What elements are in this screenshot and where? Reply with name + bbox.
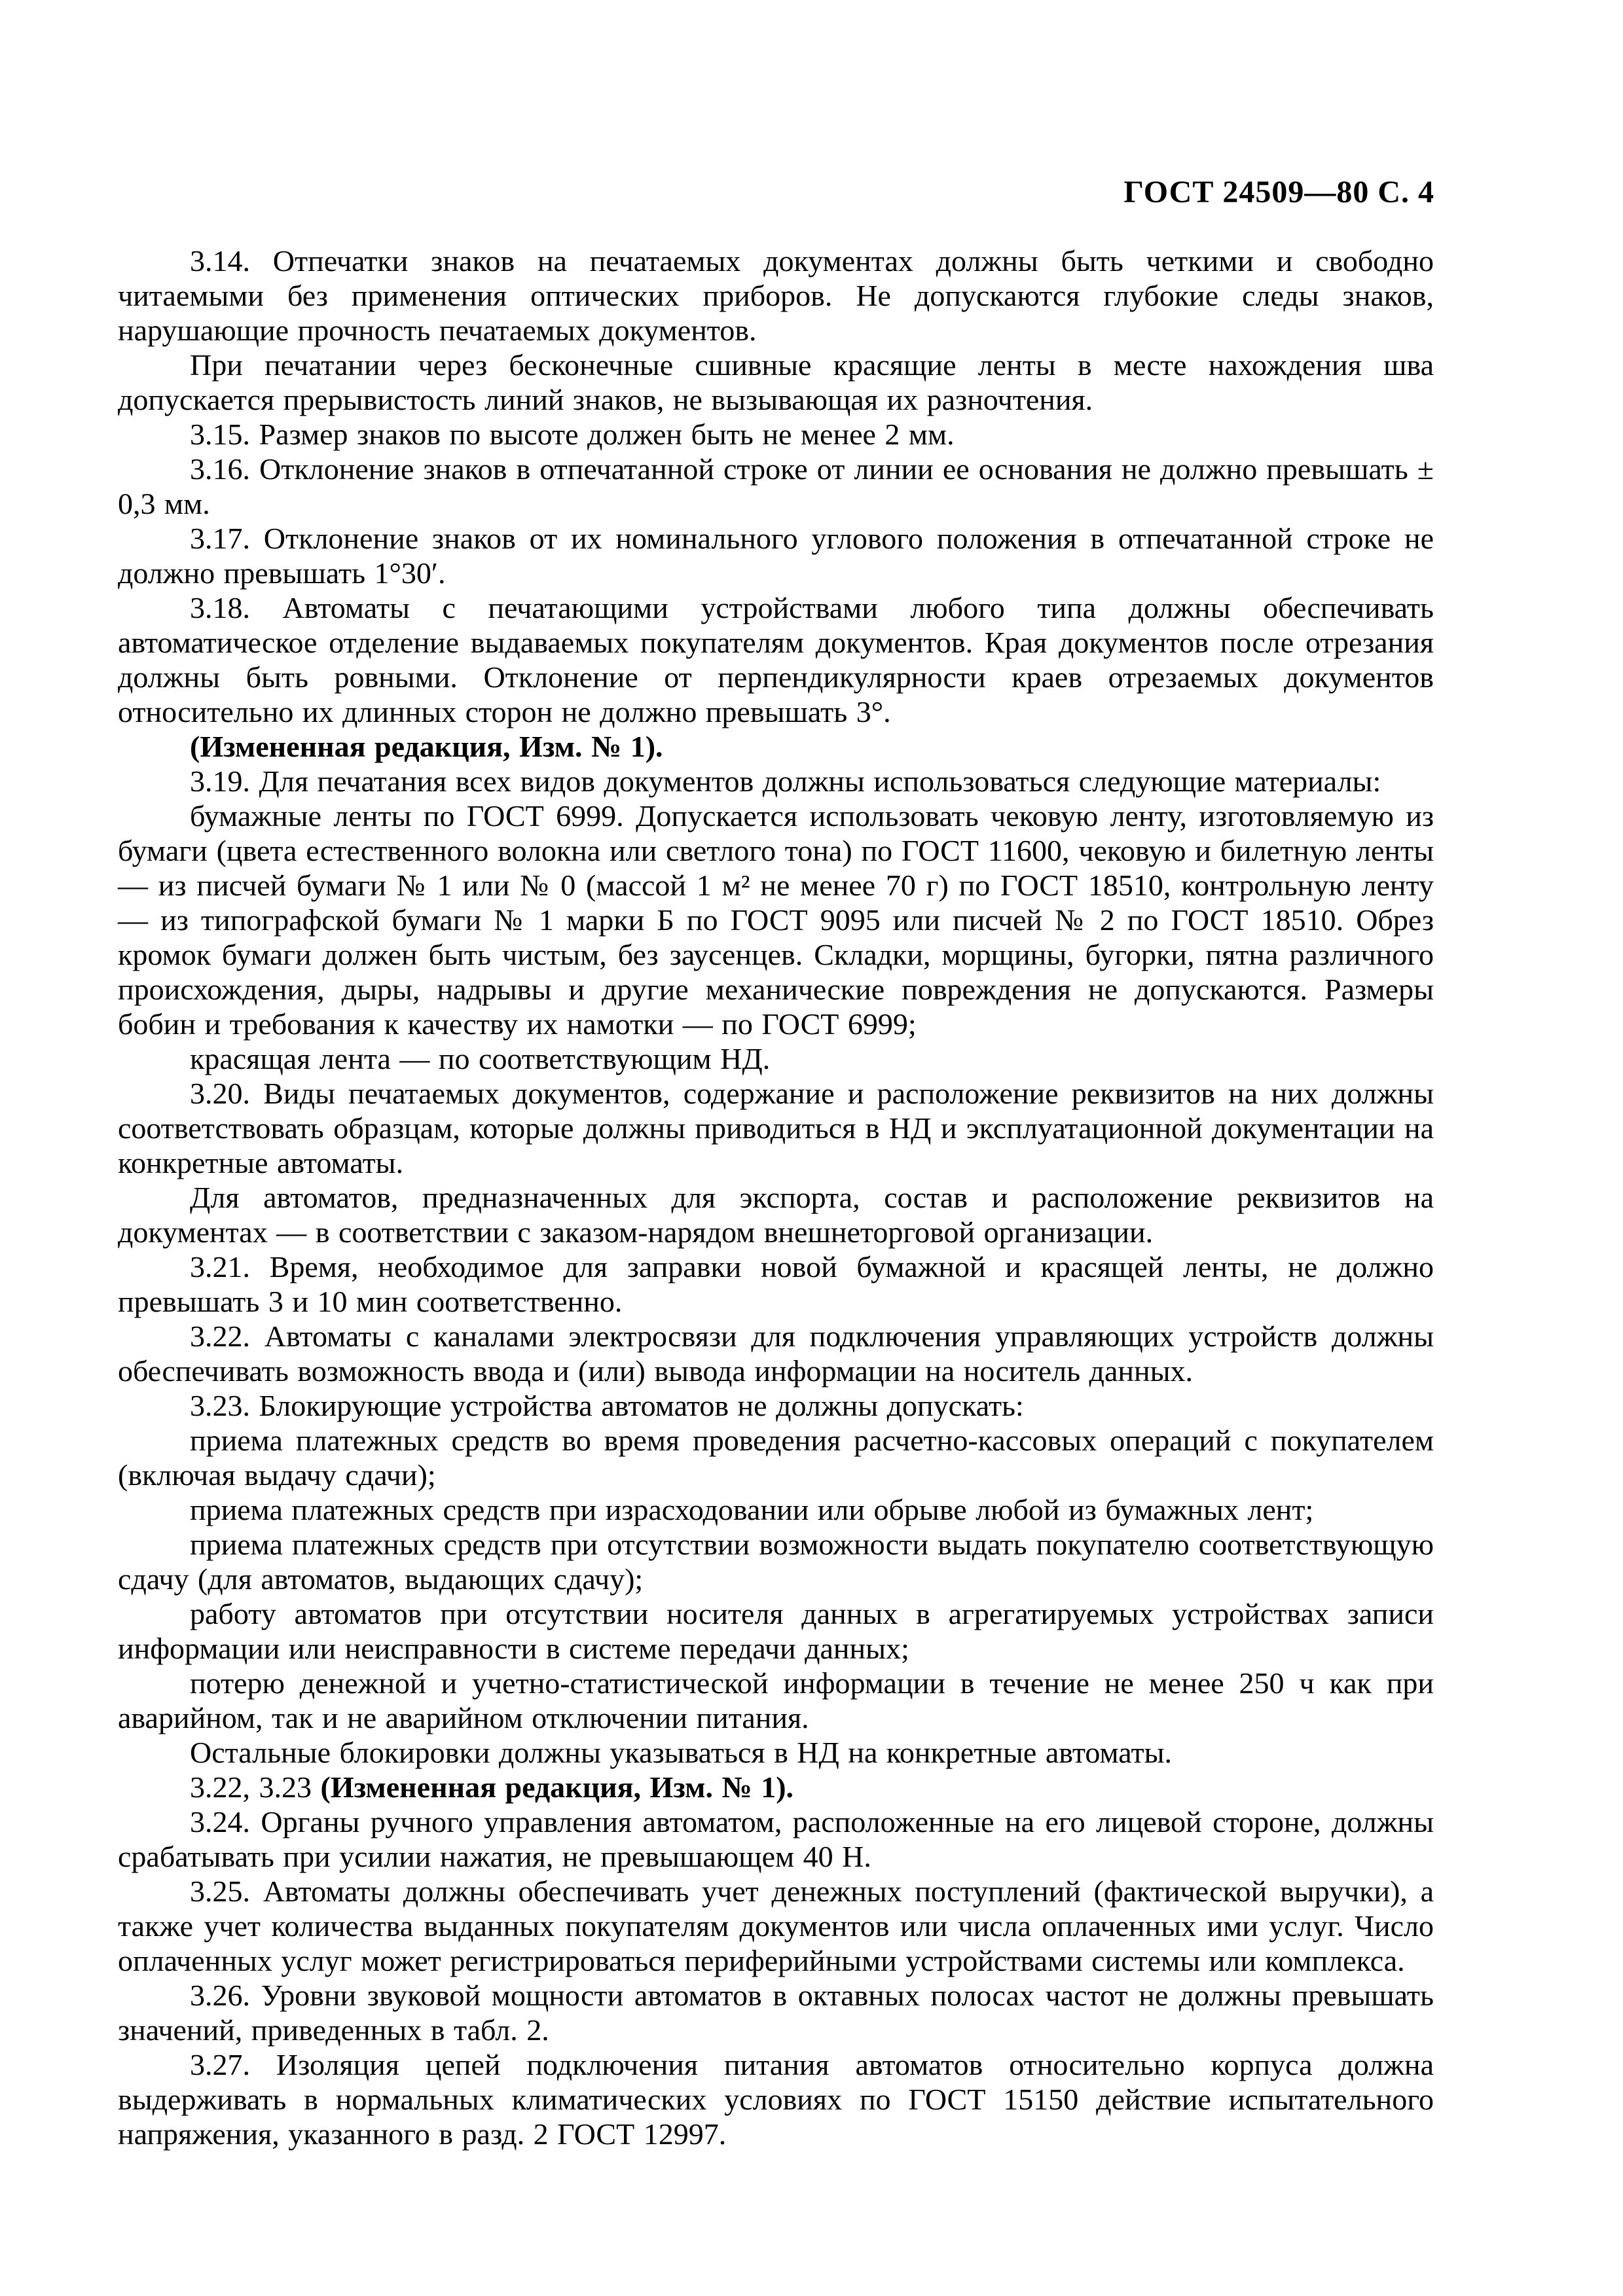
paragraph: [118, 1492, 1434, 1527]
text-segment: Для автоматов, предназначенных для экспорта, состав и расположение реквизитов на документах — в соответствии с заказом-нарядом внешнеторговой организации.: [118, 1181, 1434, 1249]
paragraph: [118, 729, 1434, 764]
paragraph: [118, 1388, 1434, 1423]
text-segment: Остальные блокировки должны указываться в НД на конкретные автоматы.: [190, 1736, 1172, 1769]
text-segment: 3.17. Отклонение знаков от их номинального углового положения в отпечатанной строке не должно превышать 1°30′.: [118, 522, 1434, 590]
paragraph: [118, 1527, 1434, 1596]
paragraph: [118, 1249, 1434, 1319]
text-segment: 3.19. Для печатания всех видов документов должны использоваться следующие материалы:: [190, 764, 1381, 798]
text-segment: 3.23. Блокирующие устройства автоматов не должны допускать:: [190, 1389, 1024, 1422]
paragraph: [118, 1596, 1434, 1666]
paragraph: [118, 2047, 1434, 2151]
paragraph: [118, 243, 1434, 348]
text-segment: 3.26. Уровни звуковой мощности автоматов в октавных полосах частот не должны превышать значений, приведенных в табл. 2.: [118, 1979, 1434, 2047]
paragraph: [118, 521, 1434, 590]
text-segment: 3.20. Виды печатаемых документов, содержание и расположение реквизитов на них должны соответствовать образцам, которые должны приводиться в НД и эксплуатационной документации на конкретные автоматы.: [118, 1077, 1434, 1179]
paragraph: [118, 1041, 1434, 1076]
text-segment: работу автоматов при отсутствии носителя данных в агрегатируемых устройствах записи информации или неисправности в системе передачи данных;: [118, 1597, 1434, 1665]
text-segment: (Измененная редакция, Изм. № 1).: [320, 1770, 794, 1804]
text-segment: 3.18. Автоматы с печатающими устройствами любого типа должны обеспечивать автоматическое отделение выдаваемых покупателям документов. Края документов после отрезания должны быть ровными. Отклонение от перпендикулярности краев отрезаемых документов относительно их длинных сторон не должно превышать 3°.: [118, 591, 1434, 728]
text-segment: 3.16. Отклонение знаков в отпечатанной строке от линии ее основания не должно превышать ± 0,3 мм.: [118, 452, 1434, 520]
text-segment: 3.22, 3.23: [190, 1770, 321, 1804]
text-segment: 3.22. Автоматы с каналами электросвязи для подключения управляющих устройств должны обеспечивать возможность ввода и (или) вывода информации на носитель данных.: [118, 1319, 1434, 1388]
text-segment: 3.27. Изоляция цепей подключения питания автоматов относительно корпуса должна выдерживать в нормальных климатических условиях по ГОСТ 15150 действие испытательного напряжения, указанного в разд. 2 ГОСТ 12997.: [118, 2048, 1434, 2151]
paragraph: [118, 1319, 1434, 1388]
paragraph: [118, 1076, 1434, 1180]
text-segment: При печатании через бесконечные сшивные красящие ленты в месте нахождения шва допускается прерывистость линий знаков, не вызывающая их разночтения.: [118, 348, 1434, 416]
text-segment: 3.21. Время, необходимое для заправки новой бумажной и красящей ленты, не должно превышать 3 и 10 мин соответственно.: [118, 1250, 1434, 1318]
paragraph: [118, 348, 1434, 417]
paragraph: [118, 1770, 1434, 1804]
text-segment: приема платежных средств при отсутствии возможности выдать покупателю соответствующую сдачу (для автоматов, выдающих сдачу);: [118, 1528, 1434, 1596]
text-segment: 3.24. Органы ручного управления автоматом, расположенные на его лицевой стороне, должны срабатывать при усилии нажатия, не превышающем 40 Н.: [118, 1805, 1434, 1873]
text-segment: 3.25. Автоматы должны обеспечивать учет денежных поступлений (фактической выручки), а также учет количества выданных покупателям документов или числа оплаченных ими услуг. Число оплаченных услуг может регистрироваться периферийными устройствами системы или комплекса.: [118, 1874, 1434, 1977]
paragraph: [118, 1735, 1434, 1770]
page-header: ГОСТ 24509—80 С. 4: [1123, 175, 1434, 209]
paragraph: [118, 1804, 1434, 1874]
text-segment: потерю денежной и учетно-статистической информации в течение не менее 250 ч как при аварийном, так и не аварийном отключении питания.: [118, 1666, 1434, 1734]
text-segment: бумажные ленты по ГОСТ 6999. Допускается использовать чековую ленту, изготовляемую из бумаги (цвета естественного волокна или светлого тона) по ГОСТ 11600, чековую и билетную ленты — из писчей бумаги № 1 или № 0 (массой 1 м² не менее 70 г) по ГОСТ 18510, контрольную ленту — из типографской бумаги № 1 марки Б по ГОСТ 9095 или писчей № 2 по ГОСТ 18510. Обрез кромок бумаги должен быть чистым, без заусенцев. Складки, морщины, бугорки, пятна различного происхождения, дыры, надрывы и другие механические повреждения не допускаются. Размеры бобин и требования к качеству их намотки — по ГОСТ 6999;: [118, 799, 1434, 1041]
paragraph: [118, 1180, 1434, 1249]
text-segment: 3.15. Размер знаков по высоте должен быть не менее 2 мм.: [190, 418, 955, 451]
paragraph: [118, 1423, 1434, 1492]
paragraph: [118, 1978, 1434, 2047]
text-segment: приема платежных средств при израсходовании или обрыве любой из бумажных лент;: [190, 1493, 1314, 1526]
text-segment: (Измененная редакция, Изм. № 1).: [190, 730, 663, 763]
paragraph: [118, 1874, 1434, 1978]
paragraph: [118, 590, 1434, 729]
paragraph: [118, 798, 1434, 1041]
text-segment: 3.14. Отпечатки знаков на печатаемых документах должны быть четкими и свободно читаемыми без применения оптических приборов. Не допускаются глубокие следы знаков, нарушающие прочность печатаемых документов.: [118, 244, 1434, 347]
document-body: [118, 243, 1434, 2151]
paragraph: [118, 1666, 1434, 1735]
paragraph: [118, 417, 1434, 452]
paragraph: [118, 764, 1434, 798]
text-segment: красящая лента — по соответствующим НД.: [190, 1042, 771, 1075]
paragraph: [118, 452, 1434, 521]
text-segment: приема платежных средств во время проведения расчетно-кассовых операций с покупателем (включая выдачу сдачи);: [118, 1424, 1434, 1492]
